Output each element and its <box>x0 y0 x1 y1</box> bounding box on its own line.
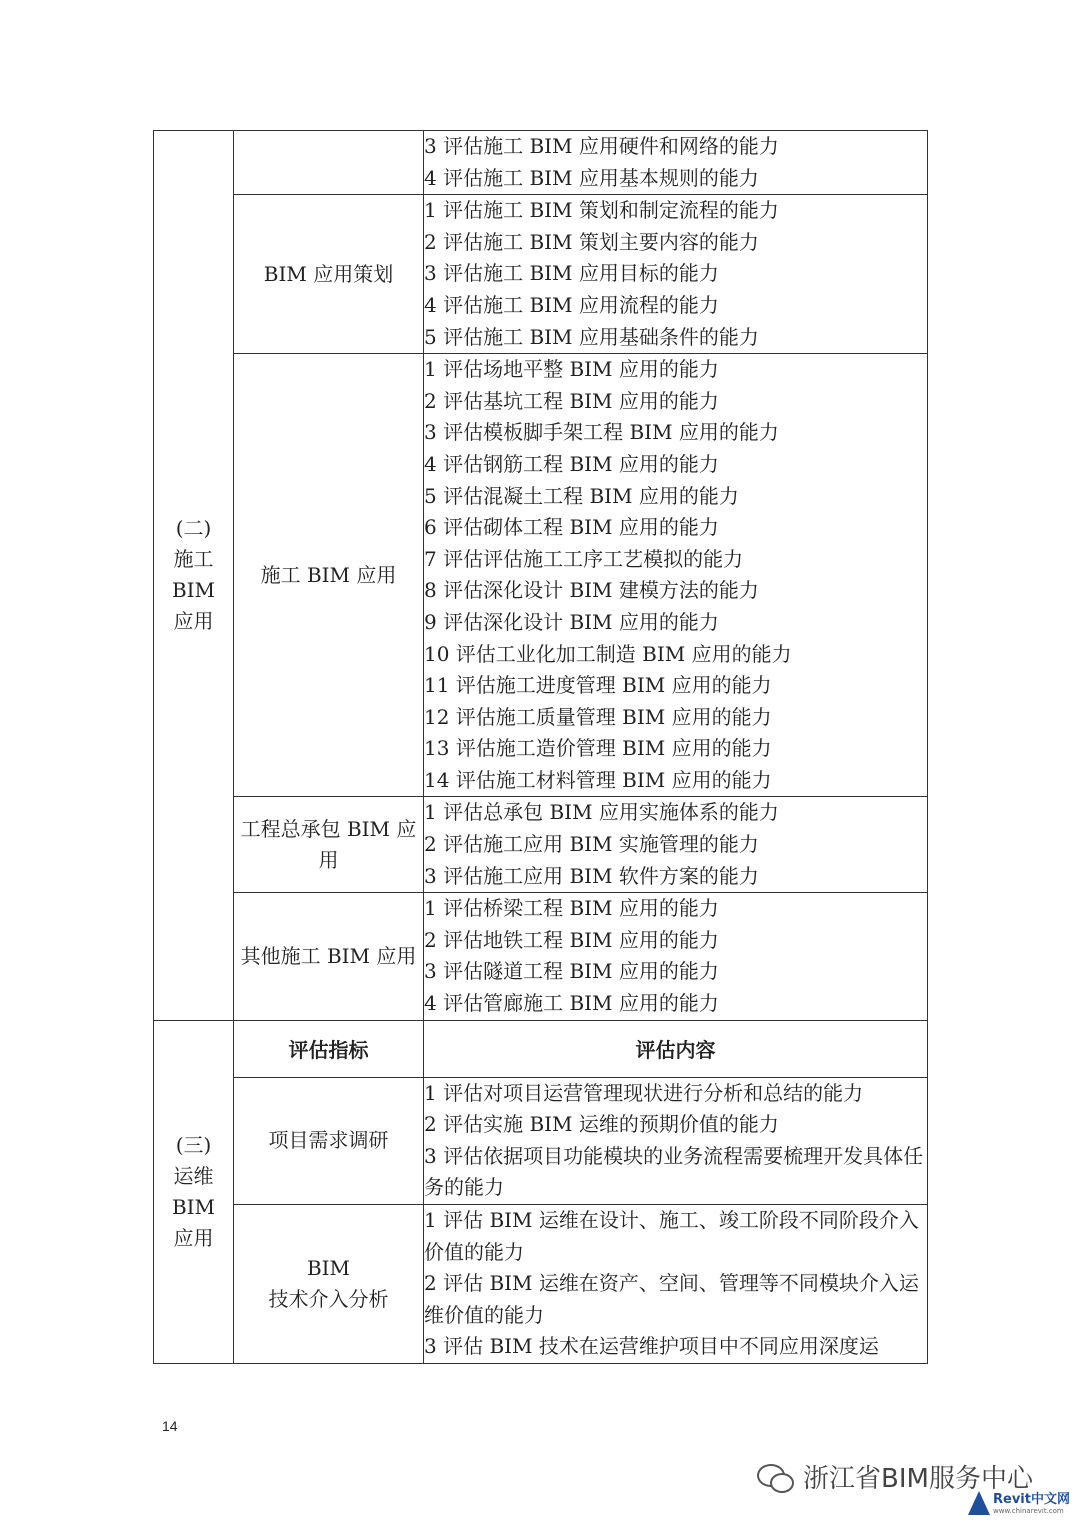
content-item: 4 评估施工 BIM 应用流程的能力 <box>424 292 719 317</box>
category-line: 施工 <box>173 547 214 572</box>
content-item: 1 评估对项目运营管理现状进行分析和总结的能力 <box>424 1080 864 1105</box>
content-item: 3 评估隧道工程 BIM 应用的能力 <box>424 959 719 984</box>
content-item: 3 评估 BIM 技术在运营维护项目中不同应用深度运 <box>424 1334 879 1359</box>
content-item: 1 评估桥梁工程 BIM 应用的能力 <box>424 896 719 921</box>
table-row <box>154 797 928 893</box>
table-header-row <box>154 1020 928 1077</box>
content-item: 3 评估施工 BIM 应用目标的能力 <box>424 261 719 286</box>
indicator-cell-empty <box>234 131 424 195</box>
table-row <box>154 893 928 1020</box>
evaluation-table <box>153 130 928 1364</box>
account-name: 浙江省BIM服务中心 <box>803 1464 1033 1494</box>
content-item: 3 评估模板脚手架工程 BIM 应用的能力 <box>424 420 779 445</box>
watermark-url: www.chinarevit.com <box>993 1507 1064 1515</box>
indicator-cell: 项目需求调研 <box>234 1077 424 1204</box>
table-row <box>154 1077 928 1204</box>
content-item: 2 评估实施 BIM 运维的预期价值的能力 <box>424 1112 779 1137</box>
watermark-brand: Revit中文网 <box>993 1492 1070 1507</box>
content-item: 12 评估施工质量管理 BIM 应用的能力 <box>424 704 772 729</box>
category-line: BIM <box>171 1194 216 1219</box>
content-item: 3 评估施工 BIM 应用硬件和网络的能力 <box>424 134 779 158</box>
content-item: 10 评估工业化加工制造 BIM 应用的能力 <box>424 641 792 666</box>
content-item: 2 评估 BIM 运维在资产、空间、管理等不同模块介入运维价值的能力 <box>424 1271 919 1327</box>
page-number: 14 <box>162 1418 178 1434</box>
content-cell <box>424 195 928 354</box>
content-item: 4 评估施工 BIM 应用基本规则的能力 <box>424 165 759 190</box>
content-item: 4 评估钢筋工程 BIM 应用的能力 <box>424 451 719 476</box>
content-item: 1 评估 BIM 运维在设计、施工、竣工阶段不同阶段介入价值的能力 <box>424 1208 919 1264</box>
indicator-cell: 施工 BIM 应用 <box>234 354 424 797</box>
content-item: 2 评估地铁工程 BIM 应用的能力 <box>424 927 719 952</box>
content-item: 13 评估施工造价管理 BIM 应用的能力 <box>424 736 772 761</box>
content-item: 9 评估深化设计 BIM 应用的能力 <box>424 609 719 634</box>
category-line: BIM <box>171 578 216 603</box>
content-item: 6 评估砌体工程 BIM 应用的能力 <box>424 515 719 540</box>
content-item: 7 评估评估施工工序工艺模拟的能力 <box>424 546 744 571</box>
table-row <box>154 354 928 797</box>
category-cell-section2 <box>154 131 234 1021</box>
indicator-cell <box>234 1205 424 1364</box>
content-item: 11 评估施工进度管理 BIM 应用的能力 <box>424 673 772 698</box>
indicator-cell: BIM 应用策划 <box>234 195 424 354</box>
content-item: 4 评估管廊施工 BIM 应用的能力 <box>424 991 719 1016</box>
category-cell-section3 <box>154 1020 234 1363</box>
table-row <box>154 195 928 354</box>
table-row <box>154 1205 928 1364</box>
indicator-cell: 工程总承包 BIM 应用 <box>234 797 424 893</box>
header-indicator: 评估指标 <box>234 1020 424 1077</box>
indicator-line: BIM <box>306 1255 351 1280</box>
indicator-cell: 其他施工 BIM 应用 <box>234 893 424 1020</box>
content-item: 2 评估施工 BIM 策划主要内容的能力 <box>424 229 759 254</box>
content-item: 3 评估依据项目功能模块的业务流程需要梳理开发具体任务的能力 <box>424 1143 924 1200</box>
content-cell <box>424 797 928 893</box>
content-cell <box>424 131 928 195</box>
revit-watermark <box>968 1491 1070 1517</box>
content-item: 5 评估混凝土工程 BIM 应用的能力 <box>424 483 739 508</box>
content-cell <box>424 1077 928 1204</box>
wechat-account-footer <box>757 1458 1033 1495</box>
category-line: (三) <box>175 1132 212 1157</box>
content-cell <box>424 893 928 1020</box>
header-content: 评估内容 <box>424 1020 928 1077</box>
content-item: 3 评估施工应用 BIM 软件方案的能力 <box>424 863 759 888</box>
content-item: 8 评估深化设计 BIM 建模方法的能力 <box>424 578 759 603</box>
revit-logo-icon <box>968 1491 990 1517</box>
content-item: 14 评估施工材料管理 BIM 应用的能力 <box>424 767 772 792</box>
wechat-icon <box>757 1462 795 1492</box>
content-item: 1 评估总承包 BIM 应用实施体系的能力 <box>424 800 779 825</box>
content-item: 5 评估施工 BIM 应用基础条件的能力 <box>424 324 759 349</box>
indicator-line: 技术介入分析 <box>268 1286 389 1311</box>
content-cell <box>424 354 928 797</box>
content-item: 1 评估施工 BIM 策划和制定流程的能力 <box>424 198 779 223</box>
content-item: 1 评估场地平整 BIM 应用的能力 <box>424 357 719 382</box>
category-line: 应用 <box>173 1225 214 1250</box>
category-line: 应用 <box>173 609 214 634</box>
content-item: 2 评估施工应用 BIM 实施管理的能力 <box>424 832 759 857</box>
content-item: 2 评估基坑工程 BIM 应用的能力 <box>424 388 719 413</box>
category-line: 运维 <box>173 1163 214 1188</box>
content-cell <box>424 1205 928 1364</box>
category-line: (二) <box>175 516 212 541</box>
table-row <box>154 131 928 195</box>
